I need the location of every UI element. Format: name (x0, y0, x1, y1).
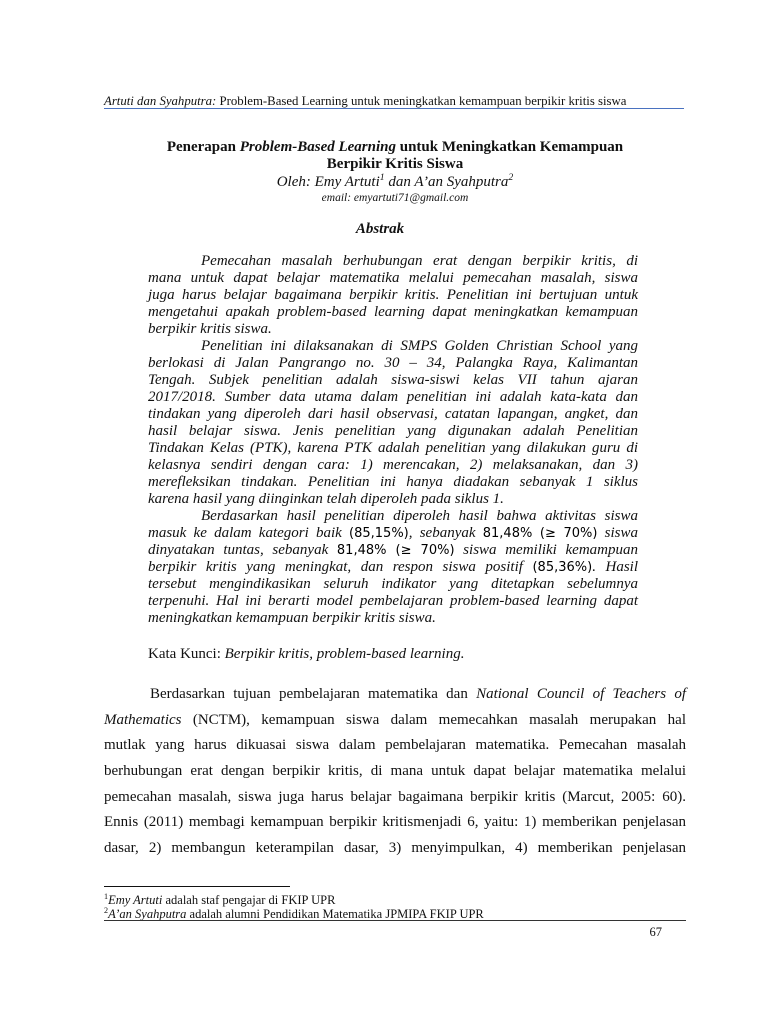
body-line (104, 836, 686, 862)
abstract-line (148, 525, 638, 542)
text-run: dinyatakan tuntas, sebanyak (148, 542, 337, 558)
text-run: berlokasi di Jalan Pangrango no. 30 – 34, Palangka Raya, Kalimantan (148, 355, 638, 371)
author-name: A’an Syahputra (414, 174, 509, 190)
abstract-line (148, 372, 638, 389)
text-run: mutlak yang harus dikuasai siswa dalam pembelajaran matematika. Pemecahan masalah (104, 737, 686, 754)
body-line (104, 682, 686, 708)
text-run: berhubungan erat dengan berpikir kritis, di mana untuk dapat belajar matematika melalui (104, 763, 686, 780)
text-run: berpikir kritis siswa. (148, 321, 272, 337)
title-suffix: untuk Meningkatkan Kemampuan (399, 139, 624, 155)
abstract-line (148, 287, 638, 304)
body-line (104, 733, 686, 759)
footnote-mark: 1 (104, 891, 109, 901)
author-name: Emy Artuti (314, 174, 380, 190)
text-run: Penelitian ini dilaksanakan di SMPS Golden Christian School yang (201, 338, 638, 354)
text-run: mana untuk dapat belajar matematika melalui pemecahan masalah, siswa (148, 270, 638, 286)
abstract-line (148, 389, 638, 406)
title-line-2: Berpikir Kritis Siswa (326, 156, 464, 172)
footnote (104, 893, 664, 907)
footnote-mark: 1 (379, 172, 385, 183)
abstract-paragraph (148, 253, 638, 338)
text-run: siswa (597, 525, 639, 541)
abstract-line (148, 270, 638, 287)
footnote (104, 907, 664, 921)
keywords-label: Kata Kunci: (148, 646, 221, 662)
text-run: berpikir kritis yang meningkat, dan respon siswa positif (148, 559, 533, 575)
text-run: masuk ke dalam kategori baik (148, 525, 350, 541)
abstract-line (148, 304, 638, 321)
text-run: (NCTM), kemampuan siswa dalam memecahkan masalah merupakan hal (181, 711, 686, 728)
text-run: dasar, 2) membangun keterampilan dasar, 3) menyimpulkan, 4) memberikan penjelasan (104, 840, 686, 857)
keywords-value: Berpikir kritis, problem-based learning. (224, 646, 465, 662)
body-line (104, 708, 686, 734)
footnote-mark: 2 (508, 172, 514, 183)
abstract-line (148, 491, 638, 508)
text-run: Berdasarkan tujuan pembelajaran matematika dan (150, 686, 477, 702)
text-run: meningkatkan kemampuan berpikir kritis siswa. (148, 610, 436, 626)
abstract-line (148, 338, 638, 355)
footer-rule (104, 920, 686, 921)
byline-label: Oleh: (276, 174, 311, 190)
abstract-line (148, 355, 638, 372)
body-line (104, 759, 686, 785)
byline (104, 174, 686, 191)
abstract-line (148, 542, 638, 559)
math-value: (85,36%) (532, 560, 593, 575)
text-run: Tindakan Kelas (PTK), karena PTK adalah penelitian yang dilakukan guru di (148, 440, 638, 456)
running-header-authors: Artuti dan Syahputra: (104, 94, 217, 108)
title-emphasis: Problem-Based Learning (239, 139, 396, 155)
abstract-line (148, 508, 638, 525)
text-run: Tengah. Subjek penelitian adalah siswa-siswi kelas VII tahun ajaran (148, 372, 638, 388)
footnote-mark: 2 (104, 905, 109, 915)
text-run: tindakan yang diperoleh dari hasil observasi, catatan lapangan, angket, dan (148, 406, 638, 422)
abstract-line (148, 440, 638, 457)
title-line (104, 139, 686, 156)
emphasis-run: National Council of Teachers of (476, 686, 686, 702)
text-run: juga harus belajar bagaimana berpikir kritis. Penelitian ini bertujuan untuk (148, 287, 638, 303)
footnotes (104, 893, 664, 921)
footnote-text: adalah alumni Pendidikan Matematika JPMIPA FKIP UPR (189, 907, 484, 921)
text-run: pemecahan masalah, siswa juga harus belajar bagaimana berpikir kritis (Marcut, 2005: 60). (104, 788, 686, 805)
text-run: . Hasil (592, 559, 638, 575)
abstract-paragraph (148, 508, 638, 627)
abstract-line (148, 610, 638, 627)
running-header (104, 94, 684, 109)
title-prefix: Penerapan (166, 139, 236, 155)
author-email: email: emyartuti71@gmail.com (321, 192, 469, 204)
emphasis-run: Mathematics (104, 711, 182, 728)
abstract-line (148, 457, 638, 474)
text-run: terpenuhi. Hal ini berarti model pembelajaran problem-based learning dapat (148, 593, 638, 609)
abstract-line (148, 423, 638, 440)
math-value: (85,15%) (349, 526, 409, 541)
footnote-separator (104, 886, 290, 887)
keywords (148, 646, 638, 663)
running-header-title: Problem-Based Learning untuk meningkatkan kemampuan berpikir kritis siswa (219, 94, 627, 108)
body-line (104, 785, 686, 811)
text-run: 2017/2018. Sumber data utama dalam penelitian ini adalah kata-kata dan (148, 389, 638, 405)
abstract-line (148, 576, 638, 593)
text-run: karena hasil yang diinginkan telah diperoleh pada siklus 1. (148, 491, 504, 507)
text-run: kelasnya sendiri dengan cara: 1) merencakan, 2) melaksanakan, dan 3) (148, 457, 638, 473)
article-title (104, 139, 686, 173)
footnote-name: Emy Artuti (108, 893, 163, 907)
text-run: Berdasarkan hasil penelitian diperoleh hasil bahwa aktivitas siswa (201, 508, 638, 524)
page-number: 67 (649, 925, 662, 939)
abstract-line (148, 474, 638, 491)
footnote-text: adalah staf pengajar di FKIP UPR (165, 893, 336, 907)
text-run: hasil belajar siswa. Jenis penelitian yang digunakan adalah Penelitian (148, 423, 638, 439)
math-value: 81,48% (≥ 70%) (482, 526, 598, 541)
body-text (104, 682, 686, 862)
abstract-paragraph (148, 338, 638, 508)
text-run: siswa memiliki kemampuan (454, 542, 639, 558)
text-run: Ennis (2011) membagi kemampuan berpikir kritismenjadi 6, yaitu: 1) memberikan penjelasan (104, 814, 686, 831)
text-run: merefleksikan tindakan. Penelitian ini hanya diadakan sebanyak 1 siklus (148, 474, 638, 490)
text-run: , sebanyak (408, 525, 483, 541)
abstract-line (148, 593, 638, 610)
text-run: mengetahui apakah problem-based learning dapat meningkatkan kemampuan (148, 304, 638, 320)
math-value: 81,48% (≥ 70%) (336, 543, 455, 558)
text-run: tersebut mengindikasikan seluruh indikator yang ditetapkan sebelumnya (148, 576, 638, 592)
abstract-heading: Abstrak (355, 221, 405, 237)
abstract-line (148, 253, 638, 270)
abstract-body (148, 253, 638, 627)
byline-conjunction: dan (388, 174, 411, 190)
body-line (104, 810, 686, 836)
title-line (104, 156, 686, 173)
abstract-line (148, 406, 638, 423)
abstract-line (148, 321, 638, 338)
text-run: Pemecahan masalah berhubungan erat dengan berpikir kritis, di (201, 253, 638, 269)
footnote-name: A’an Syahputra (108, 907, 187, 921)
abstract-line (148, 559, 638, 576)
